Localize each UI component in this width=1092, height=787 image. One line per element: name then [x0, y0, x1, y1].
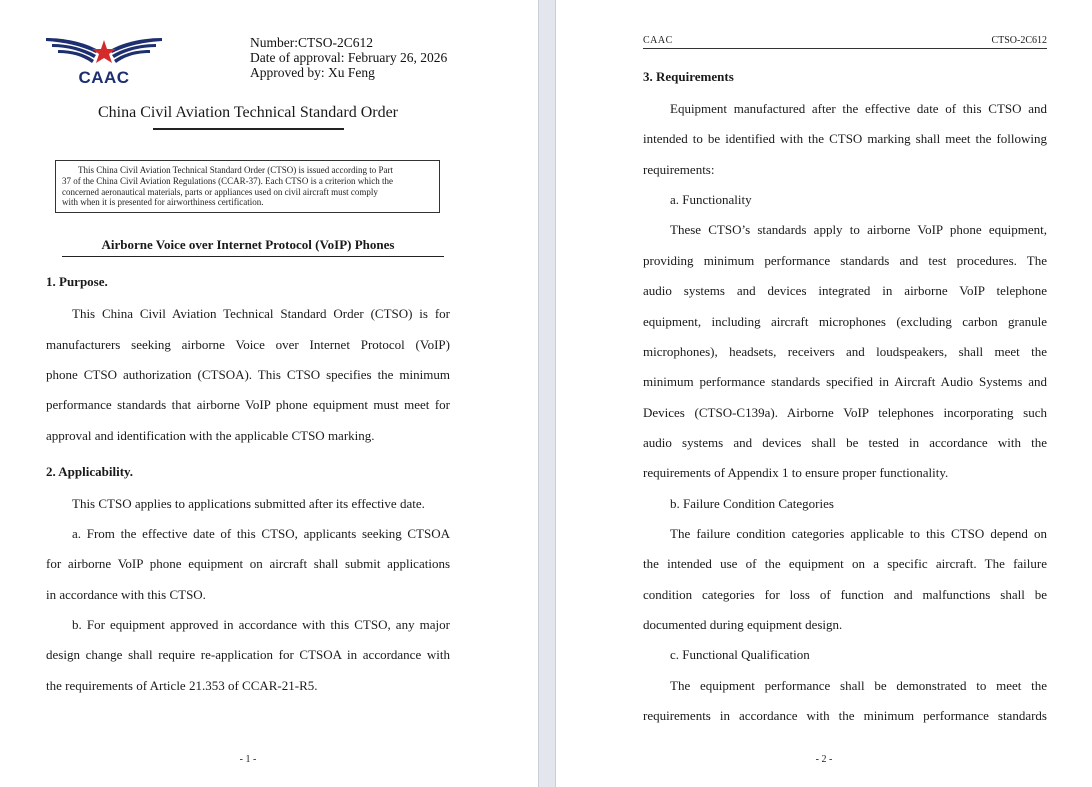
paragraph-line: microphones), headsets, receivers and loudspeakers, shall meet the — [643, 344, 1047, 359]
paragraph-line: phone CTSO authorization (CTSOA). This CTSO specifies the minimum — [46, 367, 450, 382]
paragraph-line: Devices (CTSO-C139a). Airborne VoIP telephones incorporating such — [643, 405, 1047, 420]
paragraph-line: providing minimum performance standards and test procedures. The — [643, 253, 1047, 268]
paragraph-line: This China Civil Aviation Technical Standard Order (CTSO) is for — [72, 306, 450, 321]
paragraph-line: approval and identification with the applicable CTSO marking. — [46, 428, 375, 443]
section-heading-applicability: 2. Applicability. — [46, 464, 134, 479]
page-number: - 2 - — [815, 754, 833, 765]
paragraph-line: equipment, including aircraft microphones (excluding carbon granule — [643, 314, 1047, 329]
paragraph-line: These CTSO’s standards apply to airborne VoIP phone equipment, — [670, 222, 1047, 237]
paragraph-line: minimum performance standards specified in Aircraft Audio Systems and — [643, 374, 1047, 389]
running-header-right: CTSO-2C612 — [991, 35, 1047, 46]
section-heading-purpose: 1. Purpose. — [46, 274, 108, 289]
subheading: c. Functional Qualification — [670, 647, 810, 662]
standard-title: China Civil Aviation Technical Standard Order — [98, 104, 398, 121]
document-title: Airborne Voice over Internet Protocol (VoIP) Phones — [101, 237, 395, 252]
subheading: b. Failure Condition Categories — [670, 496, 834, 511]
paragraph-line: for airborne VoIP phone equipment on aircraft shall submit applications — [46, 556, 450, 571]
paragraph-line: the requirements of Article 21.353 of CCAR-21-R5. — [46, 678, 318, 693]
subheading: a. Functionality — [670, 192, 752, 207]
paragraph-line: in accordance with this CTSO. — [46, 587, 206, 602]
logo-text: CAAC — [78, 68, 130, 87]
page-gutter — [538, 0, 556, 787]
title-underline — [153, 128, 344, 130]
paragraph-line: requirements of Appendix 1 to ensure proper functionality. — [643, 465, 949, 480]
paragraph-line: the intended use of the equipment on a specific aircraft. The failure — [643, 556, 1047, 571]
paragraph-line: requirements: — [643, 162, 715, 177]
paragraph-line: intended to be identified with the CTSO marking shall meet the following — [643, 131, 1047, 146]
approved-by: Approved by: Xu Feng — [250, 65, 375, 80]
approval-date: Date of approval: February 26, 2026 — [250, 50, 448, 65]
document-number: Number:CTSO-2C612 — [250, 35, 373, 50]
paragraph-line: requirements in accordance with the minimum performance standards — [643, 708, 1047, 723]
notice-line: concerned aeronautical materials, parts or appliances used on civil aircraft must comply — [62, 186, 378, 197]
paragraph-line: audio systems and devices shall be tested in accordance with the — [643, 435, 1047, 450]
paragraph-line: manufacturers seeking airborne Voice over Internet Protocol (VoIP) — [46, 337, 450, 352]
paragraph-line: a. From the effective date of this CTSO, applicants seeking CTSOA — [72, 526, 450, 541]
paragraph-line: audio systems and devices integrated in airborne VoIP telephone — [643, 283, 1047, 298]
document-title-underline — [62, 256, 444, 257]
notice-line: with when it is presented for airworthiness certification. — [62, 197, 264, 208]
paragraph-line: b. For equipment approved in accordance with this CTSO, any major — [72, 617, 450, 632]
paragraph-line: Equipment manufactured after the effective date of this CTSO and — [670, 101, 1047, 116]
paragraph-line: documented during equipment design. — [643, 617, 843, 632]
paragraph-line: performance standards that airborne VoIP phone equipment must meet for — [46, 397, 450, 412]
notice-line: This China Civil Aviation Technical Standard Order (CTSO) is issued according to Part — [78, 165, 393, 175]
page-number: - 1 - — [239, 754, 257, 765]
paragraph-line: This CTSO applies to applications submitted after its effective date. — [72, 496, 425, 511]
notice-box — [55, 160, 440, 213]
running-header-left: CAAC — [643, 35, 673, 46]
paragraph-line: The equipment performance shall be demonstrated to meet the — [670, 678, 1047, 693]
header-rule — [643, 48, 1047, 49]
paragraph-line: The failure condition categories applicable to this CTSO depend on — [670, 526, 1047, 541]
paragraph-line: design change shall require re-application for CTSOA in accordance with — [46, 647, 450, 662]
paragraph-line: condition categories for loss of function and malfunctions shall be — [643, 587, 1047, 602]
section-heading-requirements: 3. Requirements — [643, 69, 734, 84]
document-page-1 — [0, 0, 538, 787]
notice-line: 37 of the China Civil Aviation Regulations (CCAR-37). Each CTSO is a criterion which the — [62, 175, 394, 186]
document-page-2 — [556, 0, 1092, 787]
